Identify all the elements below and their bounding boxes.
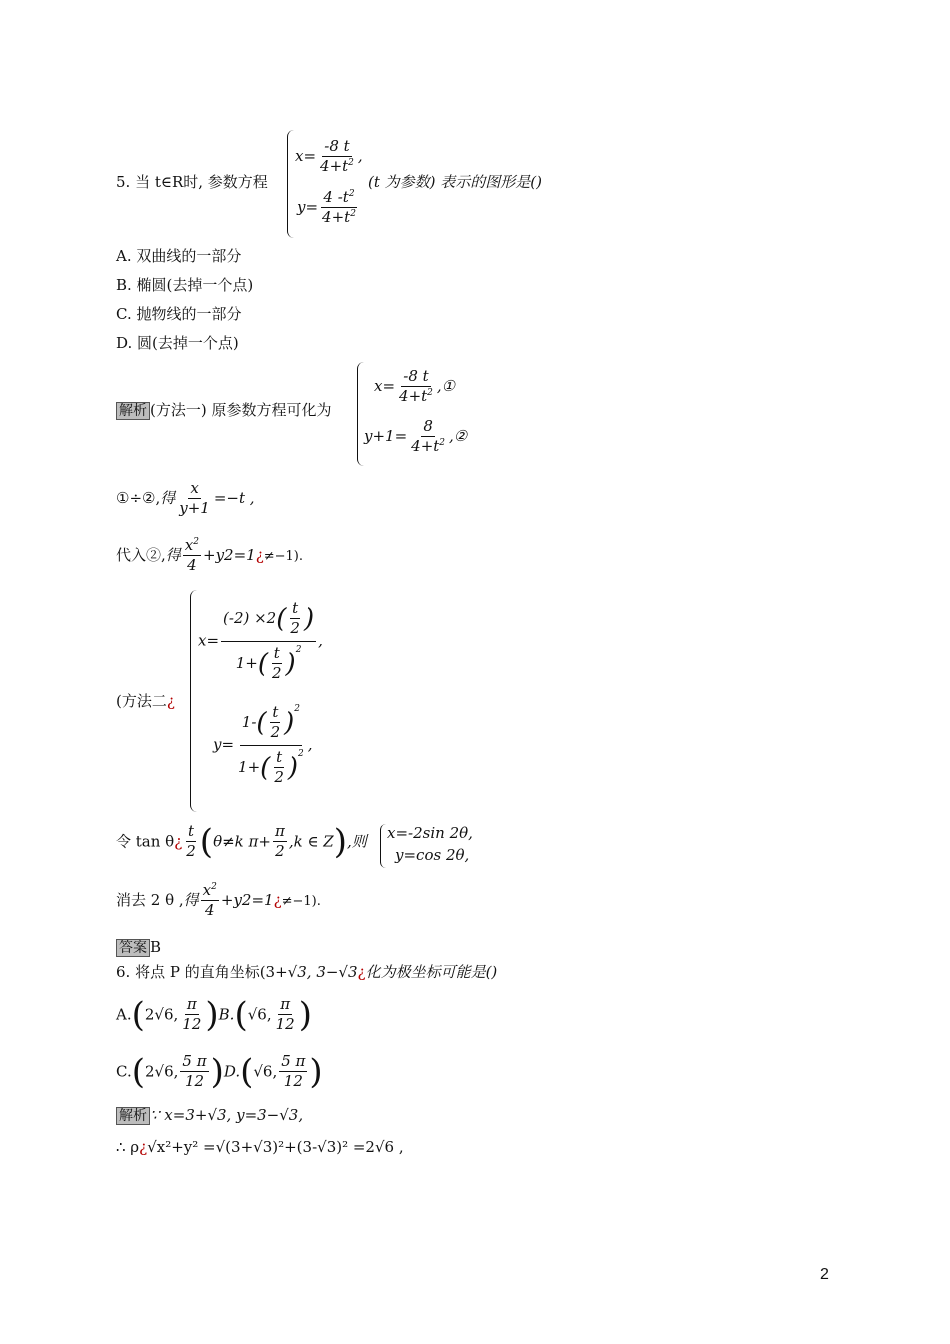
q5-option-b: B. 椭圆(去掉一个点) bbox=[116, 276, 254, 294]
q6-stem: 6. 将点 P 的直角坐标(3+√3, 3−√3¿化为极坐标可能是() bbox=[116, 963, 498, 981]
q6-solution-2: ∴ ρ¿√x²+y² =√(3+√3)²+(3-√3)² =2√6 , bbox=[116, 1138, 404, 1156]
system-brace bbox=[357, 362, 364, 466]
page-number: 2 bbox=[820, 1266, 829, 1283]
q5-let-line: 令 tan θ¿ $\frac{t}{2}$ (θ≠k π+ $\frac{\pi}{2}$ ,k ∈ Z),则 bbox=[116, 821, 367, 862]
q5-stem-suffix: (t 为参数) 表示的图形是() bbox=[368, 173, 542, 191]
q6-solution-1: 解析 ∵ x=3+√3, y=3−√3, bbox=[116, 1108, 303, 1123]
q5-m1-x: x= $\frac{-8 t}{4+t^2}$ ,① bbox=[374, 367, 456, 406]
q5-eq-x: x= $\frac{-8 t}{4+t^2}$ , bbox=[295, 137, 363, 176]
q5-method2-label: (方法二¿ bbox=[116, 692, 175, 710]
q5-method1-line: 解析 (方法一) 原参数方程可化为 bbox=[116, 403, 331, 418]
q5-let-y: y=cos 2θ, bbox=[395, 846, 470, 864]
q5-stem: 5. 当 t∈R时, 参数方程 bbox=[116, 173, 268, 191]
q5-eq-y: y= $\frac{4 -t^2}{4+t^2}$ bbox=[297, 188, 356, 227]
q5-let-x: x=-2sin 2θ, bbox=[387, 824, 473, 842]
q6-option-cd: C.(2√6, $\frac{5 \pi}{12}$ )D.(√6, $\frac{5 \pi}{12}$ ) bbox=[116, 1051, 323, 1092]
q5-answer: 答案 B bbox=[116, 940, 161, 955]
jiexi-tag: 解析 bbox=[116, 1107, 150, 1125]
q5-division: ①÷②,得 $\frac{x}{y+1}$ =−t , bbox=[116, 479, 255, 518]
q5-m2-x: x= (-2) ×2( $\frac{t}{2}$ ) 1+( $\frac{t}{2}$ )$^2$ , bbox=[198, 599, 323, 682]
system-brace bbox=[190, 590, 197, 812]
q5-option-a: A. 双曲线的一部分 bbox=[116, 247, 242, 265]
q5-eliminate: 消去 2 θ ,得 $\frac{x^2}{4}$ +y2=1¿≠−1). bbox=[116, 881, 321, 920]
q6-option-ab: A.(2√6, $\frac{\pi}{12}$ )B.(√6, $\frac{\pi}{12}$ ) bbox=[116, 994, 312, 1035]
system-brace bbox=[287, 130, 294, 238]
q5-substitute: 代入②,得 $\frac{x^2}{4}$ +y2=1¿≠−1). bbox=[116, 536, 304, 575]
system-brace bbox=[380, 824, 386, 868]
q5-m2-y: y= 1-( $\frac{t}{2}$ )$^2$ 1+( $\frac{t}{2}$ )$^2$ , bbox=[213, 703, 313, 786]
q5-m1-y: y+1= $\frac{8}{4+t^2}$ ,② bbox=[364, 417, 468, 456]
q5-option-c: C. 抛物线的一部分 bbox=[116, 305, 242, 323]
jiexi-tag: 解析 bbox=[116, 402, 150, 420]
q5-option-d: D. 圆(去掉一个点) bbox=[116, 334, 239, 352]
answer-tag: 答案 bbox=[116, 939, 150, 957]
